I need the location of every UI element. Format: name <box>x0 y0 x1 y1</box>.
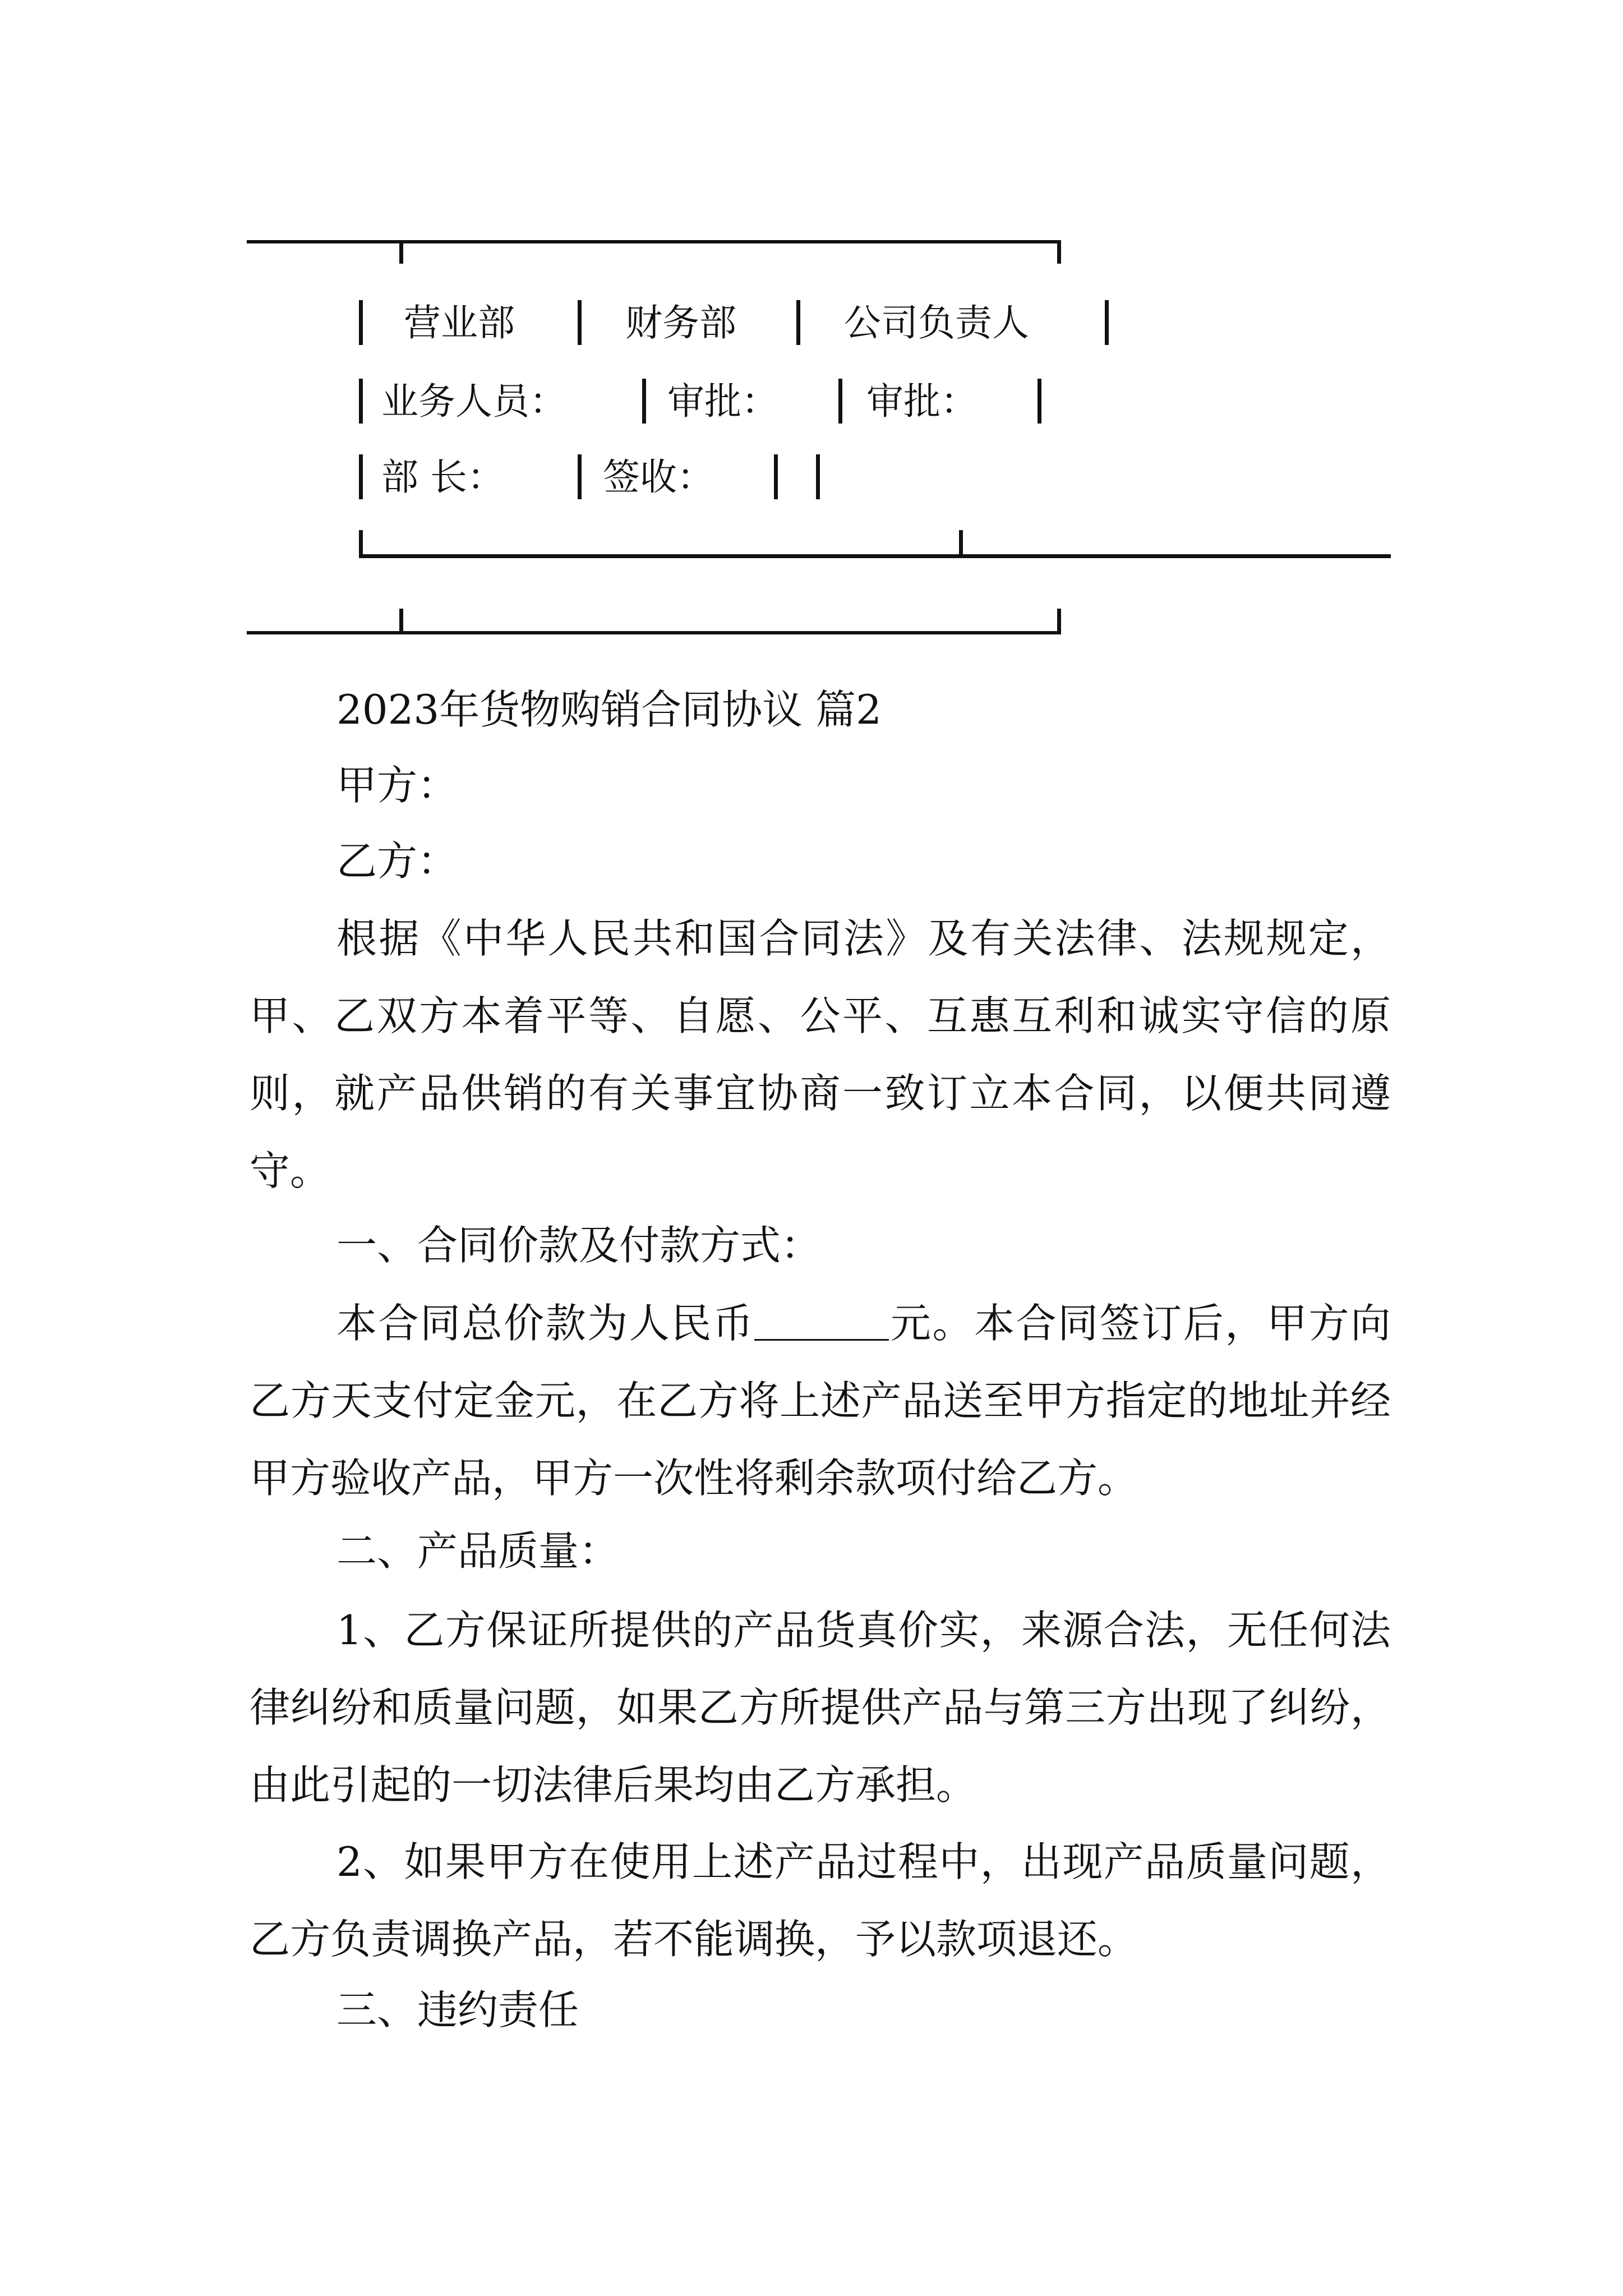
section1-body <box>250 1285 1391 1517</box>
section1-body-start: 本合同总价款为人民币 <box>336 1300 755 1347</box>
party-a-label: 甲方： <box>336 762 458 809</box>
table-separator <box>359 300 363 345</box>
table-separator <box>816 454 820 499</box>
table-cell-signature: 签收： <box>603 455 714 499</box>
table-separator <box>359 379 363 424</box>
section2-item2: 2、如果甲方在使用上述产品过程中，出现产品质量问题，乙方负责调换产品，若不能调换，予以款项退还。 <box>250 1838 1391 1963</box>
table-cell-approval: 审批： <box>667 380 778 423</box>
table-bottom-border <box>359 554 1391 558</box>
table-cell-dept-head: 部 长： <box>381 455 504 499</box>
table-separator <box>1038 379 1041 424</box>
table-top-tick <box>1057 240 1061 264</box>
table-cell-company-head: 公司负责人 <box>844 301 1029 344</box>
document-title: 2023年货物购销合同协议 篇2 <box>336 686 882 733</box>
amount-blank <box>754 1305 889 1341</box>
table-cell-approval: 审批： <box>866 380 978 423</box>
table-separator <box>578 300 582 345</box>
section1-body-end: 元。本合同签订后，甲方向乙方天支付定金元，在乙方将上述产品送至甲方指定的地址并经甲方验收产品，甲方一次性将剩余款项付给乙方。 <box>250 1300 1391 1502</box>
table-separator <box>838 379 842 424</box>
table-top-border <box>247 240 1061 243</box>
table-top-tick <box>399 240 403 264</box>
section3-heading: 三、违约责任 <box>336 1986 579 2033</box>
intro-paragraph: 根据《中华人民共和国合同法》及有关法律、法规规定，甲、乙双方本着平等、自愿、公平、互惠互利和诚实守信的原则，就产品供销的有关事宜协商一致订立本合同，以便共同遵守。 <box>250 915 1391 1194</box>
table-top-border <box>247 631 1061 634</box>
table-separator <box>642 379 646 424</box>
party-b-label: 乙方： <box>336 838 458 885</box>
table-cell-finance-dept: 财务部 <box>625 301 736 344</box>
table-bottom-tick <box>959 530 963 555</box>
table-separator <box>359 454 363 499</box>
table-cell-sales-staff: 业务人员： <box>381 380 566 423</box>
table-separator <box>578 454 582 499</box>
table-top-tick <box>399 609 403 634</box>
section1-heading: 一、合同价款及付款方式： <box>336 1222 822 1269</box>
table-cell-sales-dept: 营业部 <box>404 301 515 344</box>
table-top-tick <box>1057 609 1061 634</box>
table-separator <box>774 454 778 499</box>
section2-heading: 二、产品质量： <box>336 1527 620 1575</box>
table-separator <box>796 300 800 345</box>
section2-item1: 1、乙方保证所提供的产品货真价实，来源合法，无任何法律纠纷和质量问题，如果乙方所提供产品与第三方出现了纠纷，由此引起的一切法律后果均由乙方承担。 <box>250 1607 1391 1809</box>
table-separator <box>1105 300 1109 345</box>
